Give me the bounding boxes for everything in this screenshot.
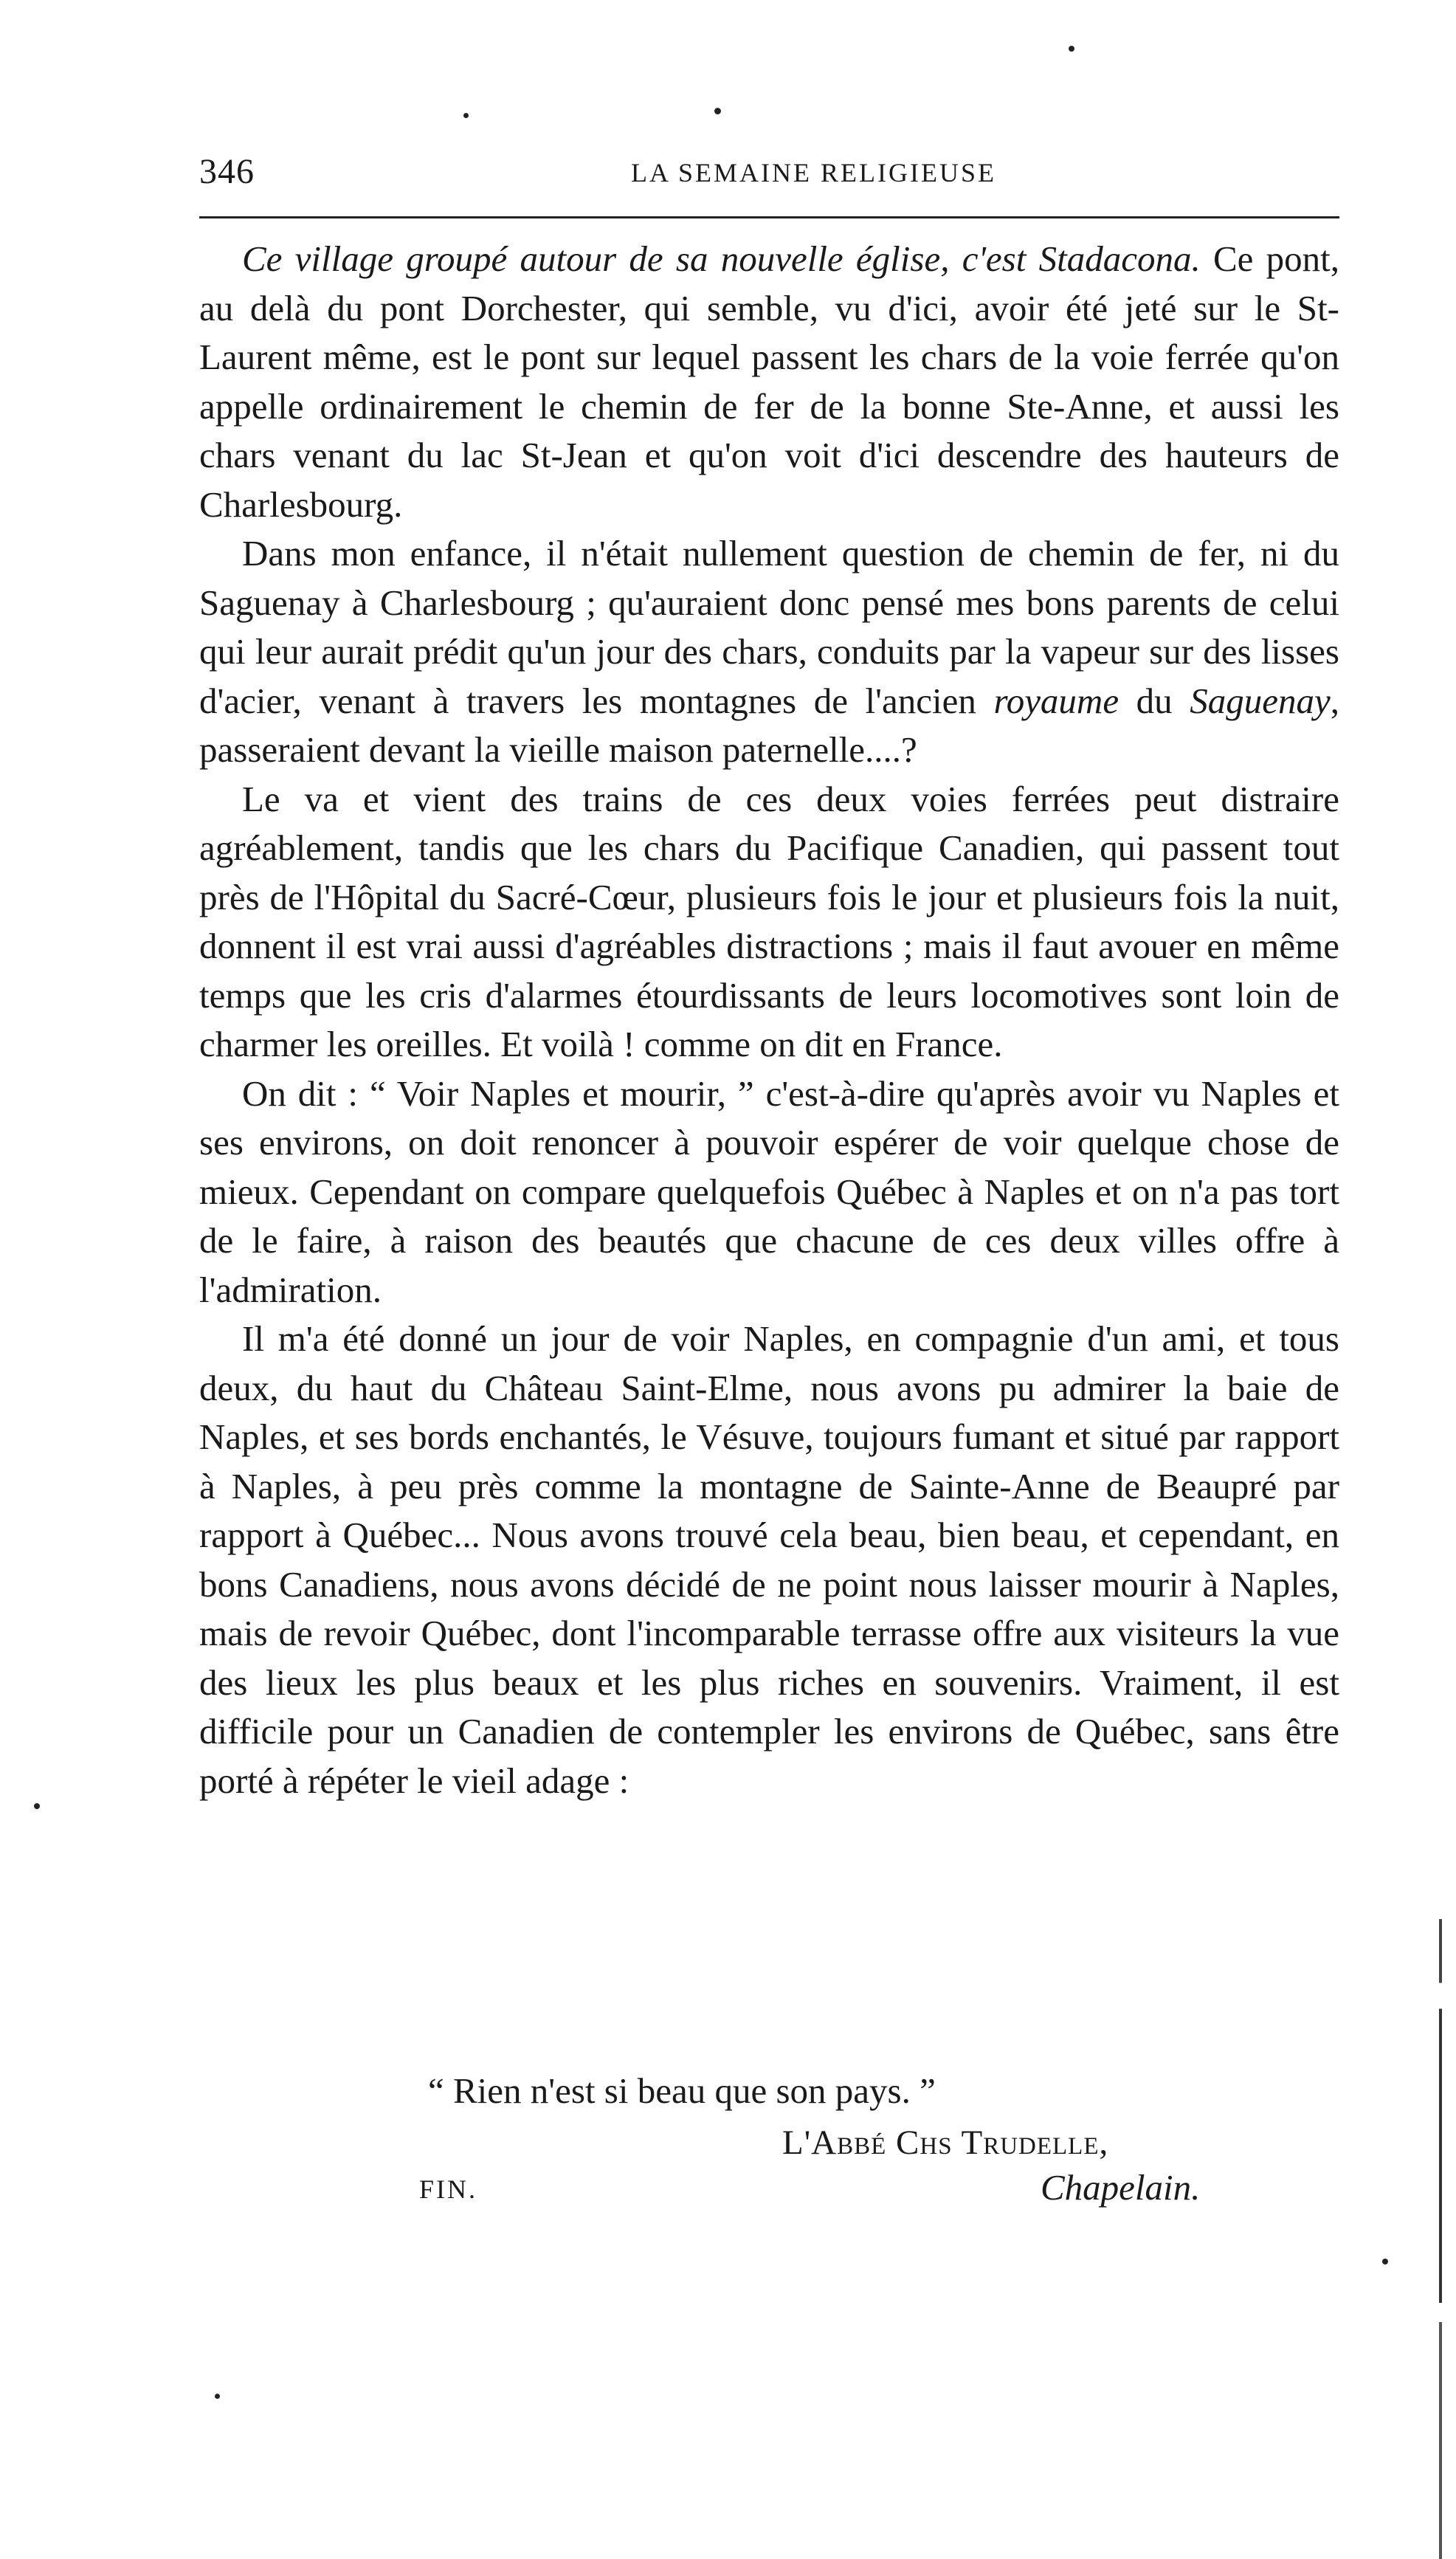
body-text — [199, 235, 1339, 1805]
running-title: LA SEMAINE RELIGIEUSE — [631, 158, 996, 187]
header-rule — [199, 216, 1339, 218]
paragraph-text: , passeraient devant la vieille maison paternelle....? — [199, 680, 1339, 770]
paragraph-text: Ce pont, au delà du pont Dorchester, qui semble, vu d'ici, avoir été jeté sur le St-Laurent même, est le pont sur lequel passent les chars de la voie ferrée qu'on appelle ordinairement le chemin de fer de la bonne Ste-Anne, et aussi les chars venant du lac St-Jean et qu'on voit d'ici descendre des hauteurs de Charlesbourg. — [199, 238, 1339, 525]
print-speck — [215, 2394, 220, 2399]
italic-royaume: royaume — [993, 680, 1119, 721]
paragraph-naples-visit: Il m'a été donné un jour de voir Naples, en compagnie d'un ami, et tous deux, du haut du Château Saint-Elme, nous avons pu admirer la baie de Naples, et ses bords enchantés, le Vésuve, toujours fumant et situé par rapport à Naples, à peu près comme la montagne de Sainte-Anne de Beaupré par rapport à Québec... Nous avons trouvé cela beau, bien beau, et cependant, en bons Canadiens, nous avons décidé de ne point nous laisser mourir à Naples, mais de revoir Québec, dont l'incomparable terrasse offre aux visiteurs la vue des lieux les plus beaux et les plus riches en souvenirs. Vraiment, il est difficile pour un Canadien de contempler les environs de Québec, sans être porté à répéter le vieil adage : — [199, 1318, 1339, 1801]
print-speck — [34, 1803, 40, 1809]
paragraph-stadacona — [199, 235, 1339, 529]
paragraph-trains: Le va et vient des trains de ces deux voies ferrées peut distraire agréablement, tandis que les chars du Pacifique Canadien, qui passent tout près de l'Hôpital du Sacré-Cœur, plusieurs fois le jour et plusieurs fois la nuit, donnent il est vrai aussi d'agréables distractions ; mais il faut avouer en même temps que les cris d'alarmes étourdissants de leurs locomotives sont loin de charmer les oreilles. Et voilà ! comme on dit en France. — [199, 778, 1339, 1064]
print-speck — [463, 113, 469, 118]
page-number: 346 — [199, 152, 255, 191]
author-role: Chapelain. — [1041, 2167, 1201, 2208]
paragraph-childhood — [199, 529, 1339, 775]
print-speck — [1069, 46, 1074, 52]
fin-marker: FIN. — [419, 2174, 478, 2204]
author-signature: L'Abbé Chs Trudelle, — [782, 2124, 1109, 2162]
paragraph-naples-saying: On dit : “ Voir Naples et mourir, ” c'est-à-dire qu'après avoir vu Naples et ses environs, on doit renoncer à pouvoir espérer de voir quelque chose de mieux. Cependant on compare quelquefois Québec à Naples et on n'a pas tort de le faire, à raison des beautés que chacune de ces deux villes offre à l'admiration. — [199, 1072, 1339, 1310]
print-speck — [1382, 2259, 1388, 2264]
italic-lead: Ce village groupé autour de sa nouvelle église, c'est Stadacona. — [242, 238, 1201, 279]
italic-saguenay: Saguenay — [1190, 680, 1331, 721]
print-speck — [714, 108, 721, 114]
scan-edge-shadow — [1439, 1919, 1442, 2559]
paragraph-text: Dans mon enfance, il n'était nullement question de chemin de fer, ni du Saguenay à Charlesbourg ; qu'auraient donc pensé mes bons parents de celui qui leur aurait prédit qu'un jour des chars, conduits par la vapeur sur des lisses d'acier, venant à travers les montagnes de l'ancien — [199, 533, 1339, 721]
paragraph-text: du — [1119, 680, 1190, 721]
closing-quote: “ Rien n'est si beau que son pays. ” — [428, 2070, 936, 2111]
page-header — [199, 151, 1339, 196]
